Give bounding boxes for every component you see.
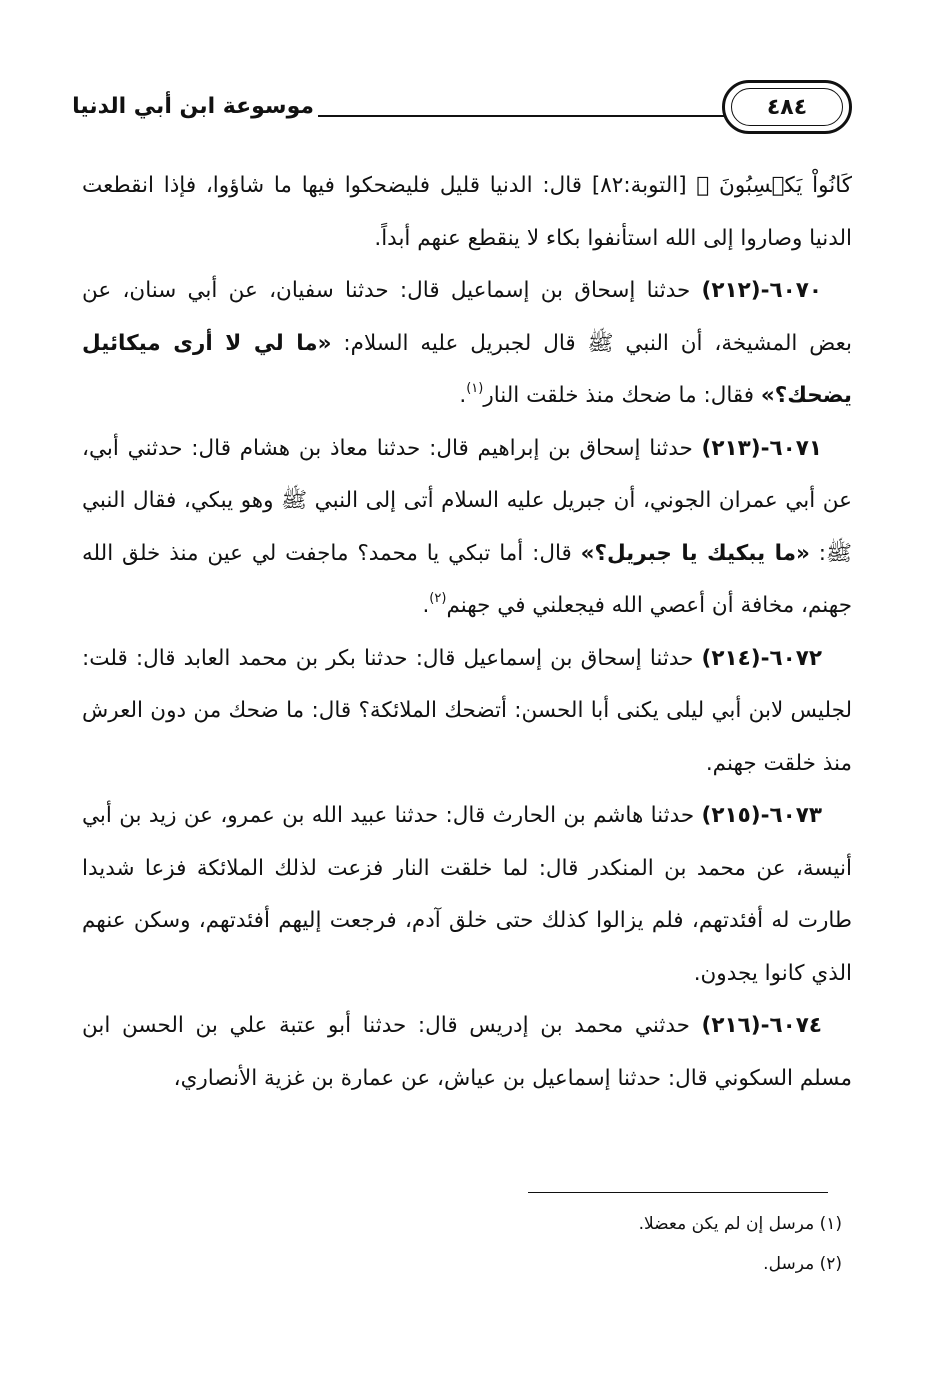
hadith-number: ٦٠٧٠-(٢١٢) (701, 278, 822, 303)
hadith-quote: «ما لي لا أرى ميكائيل يضحك؟» (82, 330, 852, 408)
paragraph-quran-continuation (82, 160, 852, 265)
page-number-badge (722, 80, 852, 134)
hadith-6070 (82, 265, 852, 423)
header-rule (318, 115, 724, 117)
hadith-6074 (82, 1000, 852, 1105)
hadith-number: ٦٠٧٤-(٢١٦) (701, 1013, 822, 1038)
quran-quote: كَانُواْ يَكۡسِبُونَ ﴾ (696, 173, 852, 198)
page-header (72, 78, 852, 142)
period: . (459, 383, 467, 408)
page-number: ٤٨٤ (766, 94, 808, 120)
hadith-number: ٦٠٧٢-(٢١٤) (701, 645, 822, 671)
hadith-text: حدثنا إسحاق بن إسماعيل قال: حدثنا بكر بن محمد العابد قال: قلت: لجليس لابن أبي ليلى يكنى أبا الحسن: أتضحك الملائكة؟ قال: ما ضحك من دون العرش منذ خلقت جهنم. (82, 645, 852, 776)
running-title: موسوعة ابن أبي الدنيا (72, 94, 314, 119)
main-text (82, 160, 852, 1105)
hadith-text-end: فقال: ما ضحك منذ خلقت النار (483, 383, 761, 408)
footnote-separator (528, 1192, 828, 1193)
footnote-1: (١) مرسل إن لم يكن معضلا. (638, 1214, 842, 1234)
hadith-6071 (82, 423, 852, 633)
hadith-text: حدثنا هاشم بن الحارث قال: حدثنا عبيد الله بن عمرو، عن زيد بن أبي أنيسة، عن محمد بن المنكدر قال: لما خلقت النار فزعت لذلك الملائكة فزعا شديدا طارت له أفئدتهم، فلم يزالوا كذلك حتى خلق آدم، فرجعت إليهم أفئدتهم، وسكن عنهم الذي كانوا يجدون. (82, 803, 852, 986)
hadith-number: ٦٠٧٣-(٢١٥) (701, 803, 822, 828)
paragraph-text: [التوبة:٨٢] قال: الدنيا قليل فليضحكوا فيها ما شاؤوا، فإذا انقطعت الدنيا وصاروا إلى الله استأنفوا بكاء لا ينقطع عنهم أبداً. (82, 173, 852, 251)
footnotes (82, 1204, 842, 1284)
hadith-text: حدثني محمد بن إدريس قال: حدثنا أبو عتبة علي بن الحسن ابن مسلم السكوني قال: حدثنا إسماعيل بن عياش، عن عمارة بن غزية الأنصاري، (82, 1013, 852, 1091)
footnote-marker-1[interactable]: (١) (466, 381, 484, 396)
hadith-text-end: قال: أما تبكي يا محمد؟ ماجفت لي عين منذ خلق الله جهنم، مخافة أن أعصي الله فيجعلني في جهنم (82, 540, 852, 618)
footnote-marker-2[interactable]: (٢) (429, 591, 447, 606)
hadith-text: حدثنا إسحاق بن إسماعيل قال: حدثنا سفيان، عن أبي سنان، عن بعض المشيخة، أن النبي ﷺ قال لجبريل عليه السلام: (82, 278, 852, 356)
footnote-2: (٢) مرسل. (763, 1254, 842, 1274)
hadith-quote: «ما يبكيك يا جبريل؟» (580, 540, 810, 566)
hadith-number: ٦٠٧١-(٢١٣) (701, 435, 822, 461)
hadith-6073 (82, 790, 852, 1000)
hadith-text: حدثنا إسحاق بن إبراهيم قال: حدثنا معاذ بن هشام قال: حدثني أبي، عن أبي عمران الجوني، أن جبريل عليه السلام أتى إلى النبي ﷺ وهو يبكي، فقال النبي ﷺ: (82, 435, 852, 566)
period: . (422, 593, 430, 618)
hadith-6072 (82, 633, 852, 791)
